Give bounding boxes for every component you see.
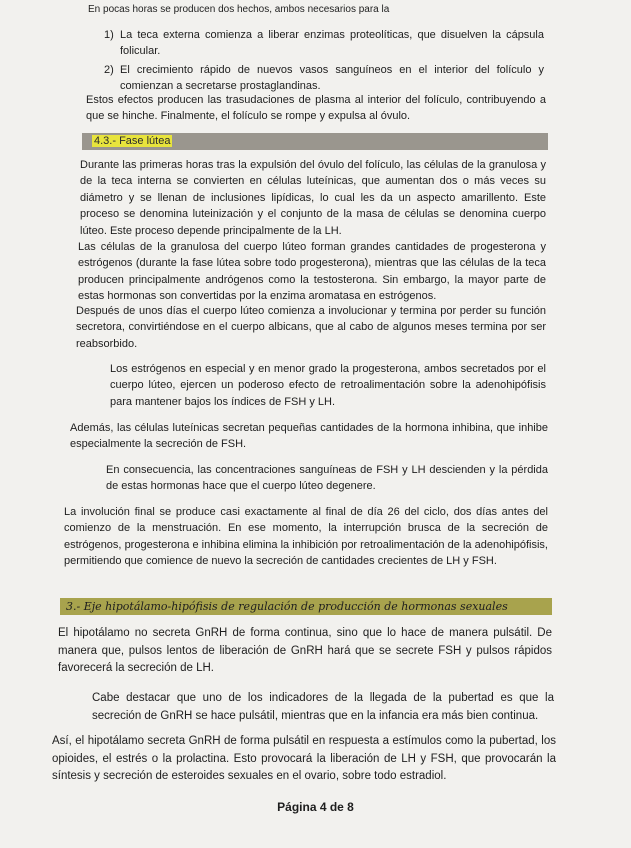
page-footer bbox=[0, 800, 631, 814]
list-text: El crecimiento rápido de nuevos vasos sanguíneos en el interior del folículo y comienzan a secretarse prostaglandinas. bbox=[120, 63, 544, 93]
list-number: 2) bbox=[104, 63, 114, 76]
paragraph-text: La involución final se produce casi exactamente al final de día 26 del ciclo, dos días antes del comienzo de la menstruación. En ese momento, la interrupción brusca de la secreción de estrógenos, progesterona e inhibina elimina la inhibición por retroalimentación de la adenohipófisis, permitiendo que comience de nuevo la secreción de cantidades crecientes de LH y FSH. bbox=[64, 506, 548, 568]
paragraph bbox=[58, 625, 552, 678]
intro-line bbox=[88, 2, 548, 18]
paragraph bbox=[80, 157, 546, 239]
page-number: Página 4 de 8 bbox=[277, 800, 354, 814]
paragraph bbox=[70, 420, 548, 453]
paragraph-text: Las células de la granulosa del cuerpo lúteo forman grandes cantidades de progesterona y estrógenos (durante la fase lútea sobre todo progesterona), mientras que las células de la teca producen principalmente andrógenos como la testosterona. Sin embargo, la mayor parte de estas hormonas son convertidas por la enzima aromatasa en estrógenos. bbox=[78, 241, 546, 303]
section-title: 3.- Eje hipotálamo-hipófisis de regulación de producción de hormonas sexuales bbox=[66, 600, 508, 613]
paragraph bbox=[78, 239, 546, 305]
paragraph-text: Además, las células luteínicas secretan pequeñas cantidades de la hormona inhibina, que inhibe especialmente la secreción de FSH. bbox=[70, 422, 548, 451]
paragraph-text: En consecuencia, las concentraciones sanguíneas de FSH y LH descienden y la pérdida de estas hormonas hace que el cuerpo lúteo degenere. bbox=[106, 464, 548, 493]
numbered-list bbox=[104, 27, 544, 95]
paragraph-text: Estos efectos producen las trasudaciones de plasma al interior del folículo, contribuyendo a que se hinche. Finalmente, el folículo se rompe y expulsa al óvulo. bbox=[86, 94, 546, 123]
indented-paragraph bbox=[92, 690, 554, 725]
section-title: 4.3.- Fase lútea bbox=[94, 135, 171, 147]
section-heading-lutea bbox=[82, 133, 548, 150]
paragraph-text: El hipotálamo no secreta GnRH de forma continua, sino que lo hace de manera pulsátil. De manera que, pulsos lentos de liberación de GnRH hará que se secrete FSH y pulsos rápidos favorecerá la secreción de LH. bbox=[58, 627, 552, 674]
paragraph-text: Cabe destacar que uno de los indicadores de la llegada de la pubertad es que la secreción de GnRH se hace pulsátil, mientras que en la infancia era más bien continua. bbox=[92, 692, 554, 722]
list-item bbox=[104, 27, 544, 60]
list-item bbox=[104, 62, 544, 95]
indented-paragraph bbox=[106, 462, 548, 495]
paragraph bbox=[64, 504, 548, 570]
intro-text: En pocas horas se producen dos hechos, ambos necesarios para la bbox=[88, 4, 390, 15]
paragraph bbox=[52, 733, 556, 786]
paragraph bbox=[86, 92, 546, 125]
paragraph bbox=[76, 303, 546, 352]
paragraph-text: Después de unos días el cuerpo lúteo comienza a involucionar y termina por perder su función secretora, convirtiéndose en el cuerpo albicans, que al cabo de algunos meses termina por ser reabsorbido. bbox=[76, 305, 546, 350]
list-text: La teca externa comienza a liberar enzimas proteolíticas, que disuelven la cápsula folicular. bbox=[120, 29, 544, 58]
section-heading-axis bbox=[60, 598, 552, 615]
paragraph-text: Los estrógenos en especial y en menor grado la progesterona, ambos secretados por el cuerpo lúteo, ejercen un poderoso efecto de retroalimentación sobre la adenohipófisis para mantener bajos los índices de FSH y LH. bbox=[110, 363, 546, 408]
indented-paragraph bbox=[110, 361, 546, 410]
paragraph-text: Así, el hipotálamo secreta GnRH de forma pulsátil en respuesta a estímulos como la pubertad, los opioides, el estrés o la prolactina. Esto provocará la liberación de LH y FSH, que provocarán la síntesis y secreción de esteroides sexuales en el ovario, sobre todo estradiol. bbox=[52, 735, 556, 782]
list-number: 1) bbox=[104, 29, 114, 41]
paragraph-text: Durante las primeras horas tras la expulsión del óvulo del folículo, las células de la granulosa y de la teca interna se convierten en células luteínicas, que aumentan dos o más veces su diámetro y se llenan de inclusiones lipídicas, lo cual les da un aspecto amarillento. Este proceso se denomina luteinización y el conjunto de la masa de células se denomina cuerpo lúteo. Este proceso depende principalmente de la LH. bbox=[80, 159, 546, 237]
